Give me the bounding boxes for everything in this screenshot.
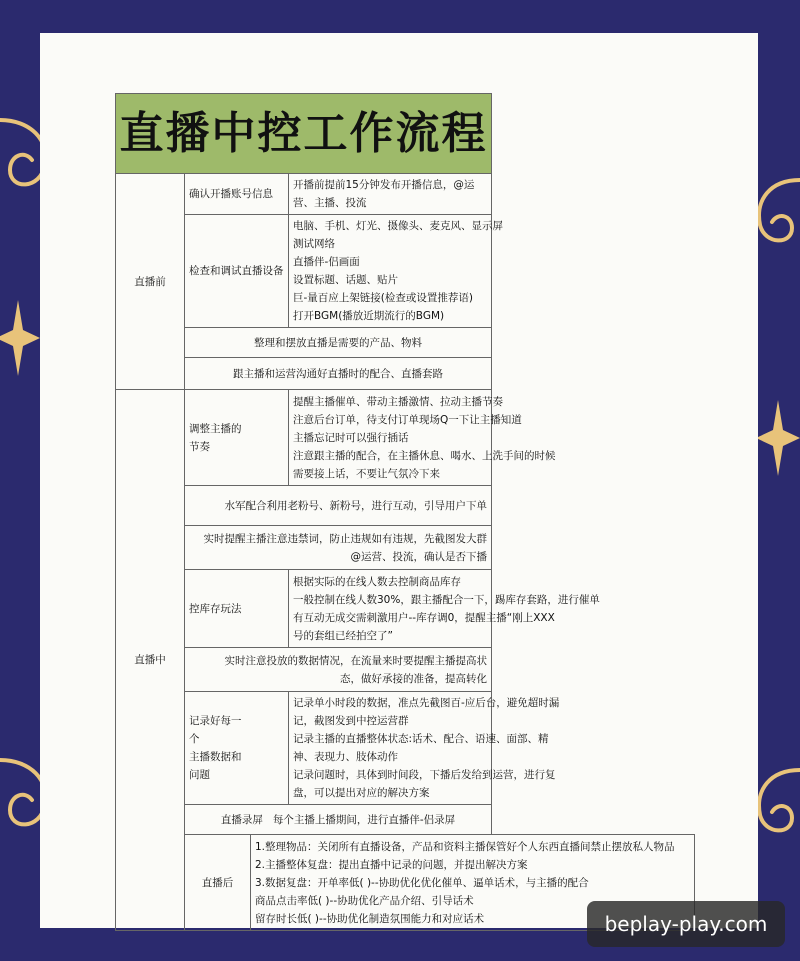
item-adjust-rhythm <box>185 390 289 486</box>
after-line: 2.主播整体复盘：提出直播中记录的问题，并提出解决方案 <box>255 858 528 871</box>
detail-water-army: 水军配合利用老粉号、新粉号，进行互动，引导用户下单 <box>185 486 492 526</box>
record-line: 记录单小时段的数据，准点先截图百-应后台，避免超时漏 <box>293 697 560 709</box>
after-line: 留存时长低( )--协助优化制造氛围能力和对应话术 <box>255 912 485 925</box>
stock-line: 号的套组已经拍空了” <box>293 629 393 642</box>
record-item-line: 个 <box>189 733 200 745</box>
equipment-line: 打开BGM(播放近期流行的BGM) <box>293 310 445 322</box>
detail-adjust-rhythm <box>289 390 556 486</box>
record-item-line: 主播数据和 <box>189 751 242 763</box>
record-item-line: 问题 <box>189 769 210 781</box>
detail-screen-record: 直播录屏 每个主播上播期间，进行直播伴-侣录屏 <box>185 805 492 835</box>
cloud-ornament-right-bottom <box>759 770 800 830</box>
item-check-equipment: 检查和调试直播设备 <box>185 215 289 328</box>
cloud-ornament-right-top <box>759 180 800 240</box>
phase-during-label: 直播中 <box>116 390 185 931</box>
equipment-line: 电脑、手机、灯光、摄像头、麦克风、显示屏 <box>293 220 503 232</box>
detail-violation-reminder <box>185 526 492 570</box>
item-confirm-account: 确认开播账号信息 <box>185 174 289 215</box>
equipment-line: 设置标题、话题、贴片 <box>293 274 398 286</box>
rhythm-line: 注意跟主播的配合，在主播休息、喝水、上洗手间的时候 <box>293 449 556 462</box>
record-line: 记录主播的直播整体状态:话术、配合、语速、面部、精 <box>293 733 549 745</box>
record-item-line: 记录好每一 <box>189 715 242 727</box>
rhythm-line: 主播忘记时可以强行插话 <box>293 431 409 444</box>
traffic-line: 实时注意投放的数据情况，在流量来时要提醒主播提高状 <box>224 654 487 667</box>
phase-after-label: 直播后 <box>185 835 251 931</box>
item-record-data <box>185 692 289 805</box>
workflow-table <box>115 93 695 931</box>
traffic-line: 态，做好承接的准备，提高转化 <box>340 672 487 685</box>
violation-line: 实时提醒主播注意违禁词，防止违规如有违规，先截图发大群 <box>203 532 487 545</box>
detail-check-equipment <box>289 215 503 328</box>
after-line: 3.数据复盘：开单率低( )--协助优化优化催单、逼单话术，与主播的配合 <box>255 876 589 889</box>
cloud-ornament-left-bottom <box>0 760 46 824</box>
detail-record-data <box>289 692 560 805</box>
star-ornament-left <box>0 300 40 376</box>
rhythm-line: 需要接上话，不要让气氛冷下来 <box>293 467 440 480</box>
cloud-ornament-left-top <box>0 120 46 184</box>
record-line: 记，截图发到中控运营群 <box>293 715 409 727</box>
star-ornament-right <box>756 400 800 476</box>
record-line: 记录问题时，具体到时间段，下播后发给到运营，进行复 <box>293 769 556 781</box>
equipment-line: 直播伴-侣画面 <box>293 256 360 268</box>
equipment-line: 测试网络 <box>293 238 335 250</box>
record-line: 神、表现力、肢体动作 <box>293 751 398 763</box>
rhythm-line: 注意后台订单，待支付订单现场Q一下让主播知道 <box>293 413 522 426</box>
record-line: 盘，可以提出对应的解决方案 <box>293 787 430 799</box>
watermark: beplay-play.com <box>587 901 785 947</box>
violation-line: @运营、投流，确认是否下播 <box>350 550 487 563</box>
stock-line: 根据实际的在线人数去控制商品库存 <box>293 575 461 588</box>
phase-before-label: 直播前 <box>116 174 185 390</box>
detail-stock-control <box>289 570 600 648</box>
after-line: 1.整理物品：关闭所有直播设备，产品和资料主播保管好个人东西直播间禁止摆放私人物品 <box>255 840 675 853</box>
detail-confirm-account: 开播前提前15分钟发布开播信息，@运营、主播、投流 <box>289 174 492 215</box>
item-stock-control: 控库存玩法 <box>185 570 289 648</box>
detail-arrange-products: 整理和摆放直播是需要的产品、物料 <box>185 328 492 358</box>
equipment-line: 巨-量百应上架链接(检查或设置推荐语) <box>293 292 473 304</box>
rhythm-item-line: 节奏 <box>189 440 210 453</box>
rhythm-item-line: 调整主播的 <box>189 422 242 435</box>
detail-traffic-watch <box>185 648 492 692</box>
rhythm-line: 提醒主播催单、带动主播激情、拉动主播节奏 <box>293 395 503 408</box>
after-line: 商品点击率低( )--协助优化产品介绍、引导话术 <box>255 894 474 907</box>
detail-communicate: 跟主播和运营沟通好直播时的配合、直播套路 <box>185 358 492 390</box>
stock-line: 有互动无成交需刺激用户--库存调0，提醒主播“刚上XXX <box>293 611 555 624</box>
page-title: 直播中控工作流程 <box>116 94 492 174</box>
stock-line: 一般控制在线人数30%，跟主播配合一下，踢库存套路，进行催单 <box>293 593 600 606</box>
